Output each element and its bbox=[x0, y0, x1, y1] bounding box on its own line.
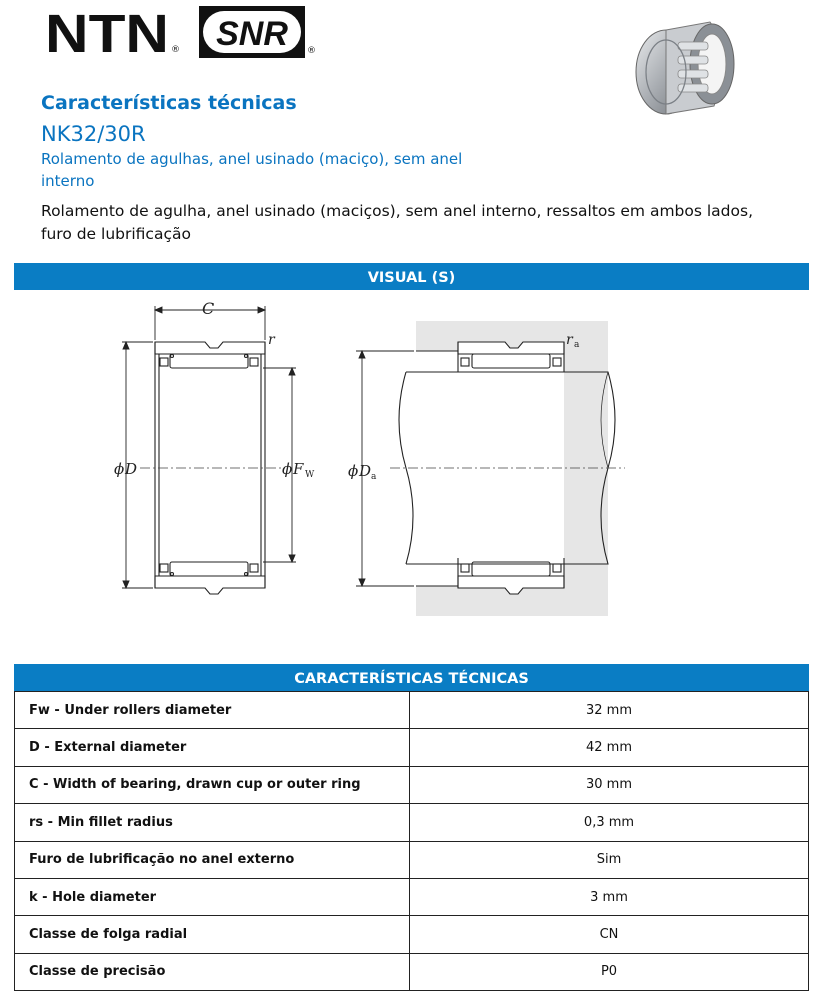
spec-value: 30 mm bbox=[410, 766, 809, 803]
visual-section-header: VISUAL (S) bbox=[14, 263, 809, 290]
bearing-product-image bbox=[630, 10, 740, 120]
phi-label: ϕ bbox=[114, 460, 125, 478]
table-row bbox=[15, 878, 809, 915]
table-row bbox=[15, 841, 809, 878]
spec-label: Fw - Under rollers diameter bbox=[15, 692, 410, 729]
svg-text:a: a bbox=[371, 472, 377, 482]
mounting-drawing bbox=[348, 321, 625, 616]
spec-value: P0 bbox=[410, 953, 809, 990]
spec-value: 32 mm bbox=[410, 692, 809, 729]
product-subtitle: Rolamento de agulhas, anel usinado (maciço), sem anel interno bbox=[41, 150, 463, 190]
technical-drawing bbox=[100, 296, 630, 626]
spec-label: C - Width of bearing, drawn cup or outer ring bbox=[15, 766, 410, 803]
spec-value: 3 mm bbox=[410, 878, 809, 915]
specs-table bbox=[14, 691, 809, 991]
svg-text:NTN: NTN bbox=[45, 6, 169, 58]
dimension-da-label: D bbox=[359, 462, 372, 480]
table-row bbox=[15, 916, 809, 953]
product-description: Rolamento de agulha, anel usinado (maciços), sem anel interno, ressaltos em ambos lados, furo de lubrificação bbox=[41, 202, 754, 243]
dimension-ra-label: r bbox=[566, 332, 573, 348]
svg-text:ϕ: ϕ bbox=[348, 462, 359, 480]
spec-value: Sim bbox=[410, 841, 809, 878]
spec-label: D - External diameter bbox=[15, 729, 410, 766]
dimension-r-label: r bbox=[268, 332, 275, 348]
spec-label: Furo de lubrificação no anel externo bbox=[15, 841, 410, 878]
svg-text:a: a bbox=[574, 340, 580, 350]
table-row bbox=[15, 692, 809, 729]
dimension-fw-label: F bbox=[293, 460, 304, 478]
svg-text:ϕ: ϕ bbox=[282, 460, 293, 478]
svg-text:®: ® bbox=[171, 45, 180, 55]
dimension-d-label: D bbox=[125, 460, 138, 478]
spec-label: Classe de folga radial bbox=[15, 916, 410, 953]
spec-label: k - Hole diameter bbox=[15, 878, 410, 915]
spec-value: CN bbox=[410, 916, 809, 953]
table-row bbox=[15, 766, 809, 803]
svg-text:®: ® bbox=[307, 46, 316, 56]
tech-section-header: CARACTERÍSTICAS TÉCNICAS bbox=[14, 664, 809, 691]
spec-value: 0,3 mm bbox=[410, 804, 809, 841]
dimension-c-label: C bbox=[202, 299, 215, 318]
page-title: Características técnicas bbox=[41, 92, 297, 114]
spec-value: 42 mm bbox=[410, 729, 809, 766]
ntn-logo bbox=[45, 6, 180, 58]
svg-text:W: W bbox=[305, 470, 315, 480]
product-code: NK32/30R bbox=[41, 122, 146, 146]
snr-logo bbox=[199, 6, 319, 58]
spec-label: rs - Min fillet radius bbox=[15, 804, 410, 841]
table-row bbox=[15, 729, 809, 766]
svg-text:SNR: SNR bbox=[216, 15, 288, 53]
spec-label: Classe de precisão bbox=[15, 953, 410, 990]
table-row bbox=[15, 953, 809, 990]
table-row bbox=[15, 804, 809, 841]
